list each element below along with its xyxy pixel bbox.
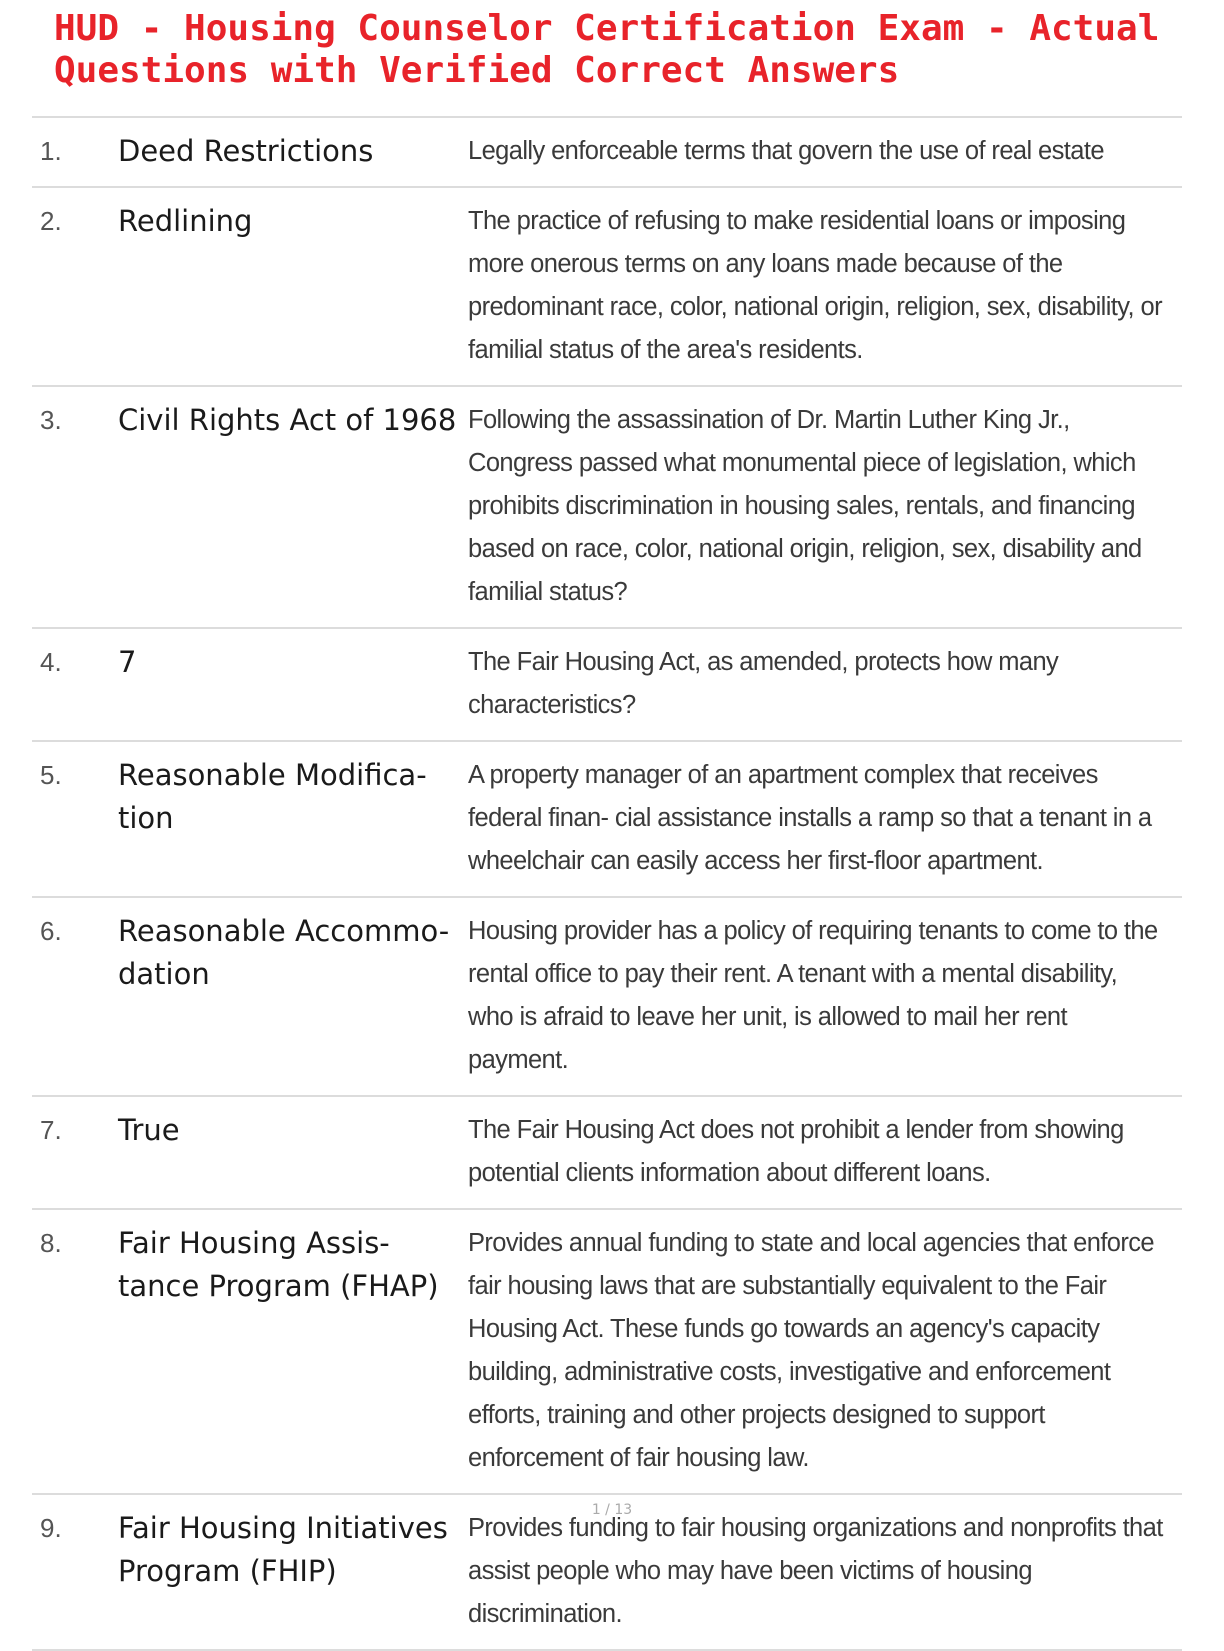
- row-number: 8.: [40, 1228, 62, 1258]
- definition: Provides annual funding to state and local agencies that enforce fair housing laws that are substantially equivalent to the Fair Housing Act. These funds go towards an agency's capacity building, administrative costs, investigative and enforcement efforts, training and other projects designed to support enforcement of fair housing law.: [468, 1229, 1155, 1472]
- definition: Provides funding to fair housing organizations and nonprofits that assist people who may have been victims of housing discrimination.: [468, 1514, 1163, 1628]
- row-number: 5.: [40, 760, 62, 790]
- term: Deed Restrictions: [118, 134, 374, 168]
- page-indicator: 1 / 13: [591, 1502, 633, 1518]
- table-row: [32, 1495, 1182, 1651]
- row-number: 9.: [40, 1513, 62, 1543]
- table-row: [32, 118, 1182, 188]
- definition: The practice of refusing to make residential loans or imposing more onerous terms on any loans made because of the predominant race, color, national origin, religion, sex, disability, or familial status of the area's residents.: [468, 207, 1162, 364]
- term: True: [118, 1113, 180, 1147]
- row-number: 7.: [40, 1115, 62, 1145]
- table-row: [32, 1210, 1182, 1495]
- definition: A property manager of an apartment complex that receives federal finan- cial assistance installs a ramp so that a tenant in a wheelchair can easily access her first-floor apartment.: [468, 761, 1152, 875]
- definition: The Fair Housing Act, as amended, protects how many characteristics?: [468, 648, 1059, 719]
- table-row: [32, 188, 1182, 387]
- document-title: HUD - Housing Counselor Certification Exam - Actual Questions with Verified Correct Answers: [54, 8, 1160, 91]
- row-number: 4.: [40, 647, 62, 677]
- table-row: [32, 742, 1182, 898]
- term: Redlining: [118, 204, 253, 238]
- definition: Housing provider has a policy of requiring tenants to come to the rental office to pay their rent. A tenant with a mental disability, who is afraid to leave her unit, is allowed to mail her rent payment.: [468, 917, 1158, 1074]
- definition: The Fair Housing Act does not prohibit a lender from showing potential clients information about different loans.: [468, 1116, 1124, 1187]
- term: Fair Housing Assis- tance Program (FHAP): [118, 1226, 439, 1303]
- table-row: [32, 387, 1182, 629]
- term: Fair Housing Initiatives Program (FHIP): [118, 1511, 448, 1588]
- definition: Following the assassination of Dr. Martin Luther King Jr., Congress passed what monumental piece of legislation, which prohibits discrimination in housing sales, rentals, and financing based on race, color, national origin, religion, sex, disability and familial status?: [468, 406, 1142, 606]
- row-number: 1.: [40, 136, 62, 166]
- definition: Legally enforceable terms that govern the use of real estate: [468, 137, 1104, 165]
- row-number: 6.: [40, 916, 62, 946]
- term: Civil Rights Act of 1968: [118, 403, 457, 437]
- table-row: [32, 629, 1182, 742]
- row-number: 2.: [40, 206, 62, 236]
- term: Reasonable Modifica- tion: [118, 758, 427, 835]
- flashcard-table: [32, 116, 1182, 1651]
- table-row: [32, 898, 1182, 1097]
- table-row: [32, 1097, 1182, 1210]
- term: 7: [118, 645, 137, 679]
- row-number: 3.: [40, 405, 62, 435]
- term: Reasonable Accommo- dation: [118, 914, 450, 991]
